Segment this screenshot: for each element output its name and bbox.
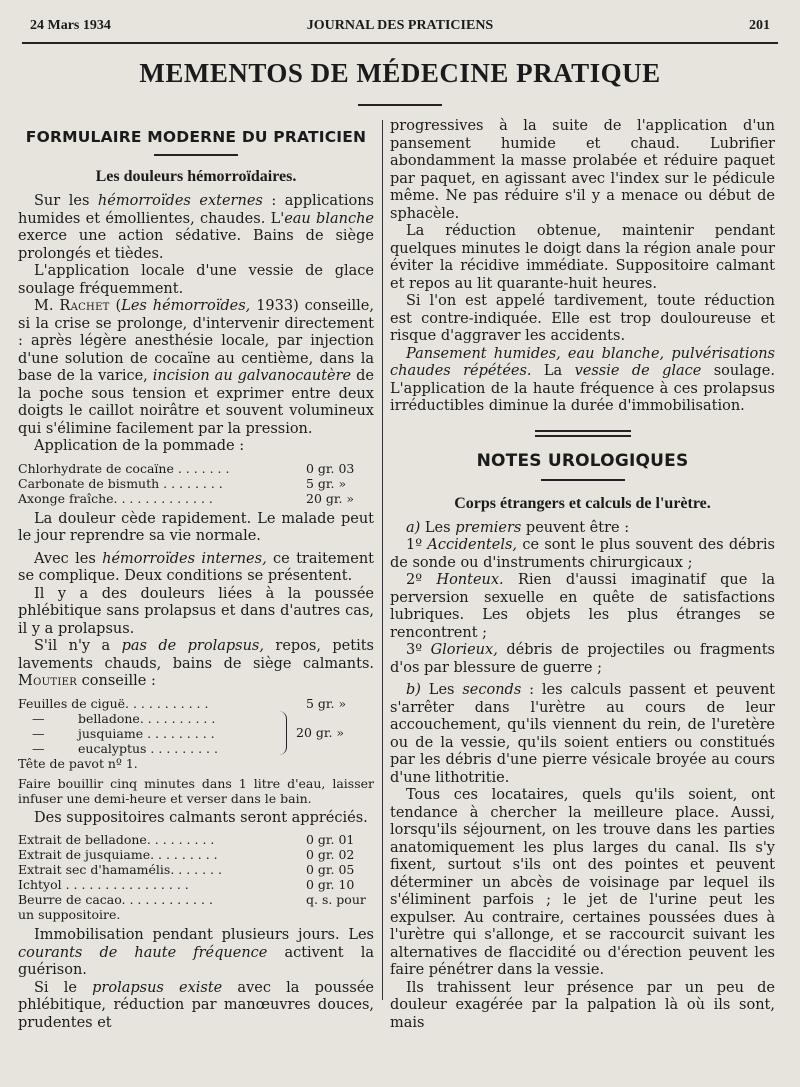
paragraph: Si l'on est appelé tardivement, toute réduction est contre-indiquée. Elle est trop douloureuse et risque d'aggraver les accidents. bbox=[390, 293, 775, 344]
paragraph: Si le prolapsus existe avec la poussée phlébitique, réduction par manœuvres douces, prudentes et bbox=[18, 979, 374, 1031]
author-name: Moutier bbox=[18, 673, 78, 689]
paragraph: Sur les hémorroïdes externes : applications humides et émollientes, chaudes. L'eau blanche exerce une action sédative. Bains de siège prolongés et tièdes. bbox=[18, 193, 374, 262]
article-title-hemorroides: Les douleurs hémorroïdaires. bbox=[95, 168, 297, 185]
paragraph: La réduction obtenue, maintenir pendant quelques minutes le doigt dans la région anale pour éviter la récidive immédiate. Suppositoire calmant et repos au lit quarante-huit heures. bbox=[390, 223, 775, 292]
recipe-row: Chlorhydrate de cocaïne . . . . . . . 0 gr. 03 bbox=[18, 460, 355, 476]
recipe-row: — belladone. . . . . . . . . . bbox=[32, 710, 216, 726]
issue-date: 24 Mars 1934 bbox=[30, 18, 111, 33]
section-heading-urologiques: NOTES UROLOGIQUES bbox=[476, 450, 689, 471]
recipe-row: — eucalyptus . . . . . . . . . bbox=[32, 740, 218, 756]
paragraph: M. Rachet (Les hémorroïdes, 1933) conseille, si la crise se prolonge, d'intervenir directement : après légère anesthésie locale, par injection d'une solution de cocaïne au centième, dans la base de la varice, incision au galvanocautère de la poche sous tension et exprimer entre deux doigts le caillot noirâtre et souvent volumineux qui s'élimine facilement par la pression. bbox=[18, 298, 375, 437]
paragraph: Des suppositoires calmants seront appréciés. bbox=[34, 809, 368, 826]
recipe-row: — jusquiame . . . . . . . . . bbox=[32, 725, 215, 741]
recipe-row: Extrait sec d'hamamélis. . . . . . . 0 gr. 05 bbox=[18, 862, 355, 877]
header-rule bbox=[22, 42, 778, 44]
section-rule bbox=[154, 154, 238, 156]
recipe-row: Extrait de belladone. . . . . . . . . 0 gr. 01 bbox=[18, 832, 355, 847]
grouped-quantity: 20 gr. » bbox=[296, 724, 345, 740]
preparation-note: Faire bouillir cinq minutes dans 1 litre d'eau, laisser infuser une demi-heure et verser dans le bain. bbox=[18, 775, 374, 806]
recipe-pommade bbox=[18, 461, 374, 506]
running-head bbox=[30, 18, 770, 38]
page-title: MEMENTOS DE MÉDECINE PRATIQUE bbox=[139, 58, 661, 88]
paragraph: b) Les seconds : les calculs passent et peuvent s'arrêter dans l'urètre au cours de leur accouchement, qu'ils viennent du rein, de l'uretère ou de la vessie, qu'ils soient entiers ou constitués par les débris d'une pierre vésicale broyée au cours d'une lithotritie. bbox=[390, 682, 775, 786]
grouping-brace bbox=[278, 711, 287, 755]
recipe-row: Beurre de cacao. . . . . . . . . . . . q. s. pour bbox=[18, 892, 366, 907]
column-divider bbox=[382, 120, 383, 1000]
recipe-row: un suppositoire. bbox=[18, 907, 121, 922]
paragraph: Il y a des douleurs liées à la poussée phlébitique sans prolapsus et dans d'autres cas, il y a prolapsus. bbox=[18, 585, 374, 637]
paragraph: 3º Glorieux, débris de projectiles ou fragments d'os par blessure de guerre ; bbox=[390, 642, 775, 676]
recipe-row: Ichtyol . . . . . . . . . . . . . . . . 0 gr. 10 bbox=[18, 877, 355, 892]
paragraph: progressives à la suite de l'application d'un pansement humide et chaud. Lubrifier abondamment la masse prolabée et réduire paquet par paquet, en agissant avec l'index sur le pédicule même. Ne pas réduire s'il y a menace ou début de sphacèle. bbox=[390, 118, 775, 222]
section-heading-formulaire: FORMULAIRE MODERNE DU PRATICIEN bbox=[25, 128, 367, 146]
article-title-uretre: Corps étrangers et calculs de l'urètre. bbox=[454, 494, 711, 512]
paragraph: Application de la pommade : bbox=[34, 438, 245, 454]
recipe-row: Feuilles de ciguë. . . . . . . . . . . 5 gr. » bbox=[18, 695, 347, 711]
paragraph: 1º Accidentels, ce sont le plus souvent des débris de sonde ou d'instruments chirurgicaux ; bbox=[390, 537, 775, 571]
section-rule bbox=[541, 479, 625, 481]
recipe-row: Carbonate de bismuth . . . . . . . . 5 gr. » bbox=[18, 475, 347, 491]
paragraph: L'application locale d'une vessie de glace soulage fréquemment. bbox=[18, 263, 374, 297]
page-number: 201 bbox=[749, 18, 770, 33]
paragraph: Ils trahissent leur présence par un peu de douleur exagérée par la palpation là où ils sont, mais bbox=[390, 979, 775, 1031]
paragraph: Pansement humides, eau blanche, pulvérisations chaudes répétées. La vessie de glace soulage. L'application de la haute fréquence à ces prolapsus irréductibles diminue la durée d'immobilisation. bbox=[390, 345, 775, 414]
paragraph: Avec les hémorroïdes internes, ce traitement se complique. Deux conditions se présentent. bbox=[18, 550, 375, 584]
paragraph: Tous ces locataires, quels qu'ils soient, ont tendance à chercher la meilleure place. Aussi, lorsqu'ils séjournent, on les trouve dans les parties anatomiquement les plus larges du canal. Ils s'y fixent, surtout s'ils ont des pointes et peuvent déterminer un abcès de voisinage par lequel ils s'éliminent parfois ; le jet de l'urine peut les expulser. Au contraire, certaines poussées dues à l'urètre qui s'allonge, et se raccourcit suivant les alternatives de flaccidité ou d'érection peuvent les faire pénétrer dans la vessie. bbox=[390, 787, 775, 978]
recipe-row: Axonge fraîche. . . . . . . . . . . . . 20 gr. » bbox=[18, 490, 355, 506]
recipe-bain bbox=[18, 696, 374, 771]
paragraph: La douleur cède rapidement. Le malade peut le jour reprendre sa vie normale. bbox=[18, 510, 374, 544]
left-column bbox=[18, 118, 374, 1032]
paragraph: 2º Honteux. Rien d'aussi imaginatif que la perversion sexuelle en quête de satisfactions lubriques. Les objets les plus étranges se rencontrent ; bbox=[390, 572, 776, 641]
journal-name: JOURNAL DES PRATICIENS bbox=[306, 18, 494, 33]
recipe-row: Extrait de jusquiame. . . . . . . . . 0 gr. 02 bbox=[18, 847, 355, 862]
paragraph: S'il n'y a pas de prolapsus, repos, petits lavements chauds, bains de siège calmants. Moutier conseille : bbox=[18, 638, 374, 689]
paragraph: Immobilisation pendant plusieurs jours. Les courants de haute fréquence activent la guérison. bbox=[18, 927, 374, 978]
paragraph: a) Les premiers peuvent être : bbox=[406, 519, 630, 536]
right-column bbox=[390, 118, 775, 1032]
author-name: Rachet bbox=[59, 298, 110, 314]
section-separator bbox=[535, 430, 631, 437]
title-rule bbox=[358, 104, 442, 106]
recipe-row: Tête de pavot nº 1. bbox=[18, 755, 138, 771]
recipe-suppositoires bbox=[18, 832, 374, 922]
